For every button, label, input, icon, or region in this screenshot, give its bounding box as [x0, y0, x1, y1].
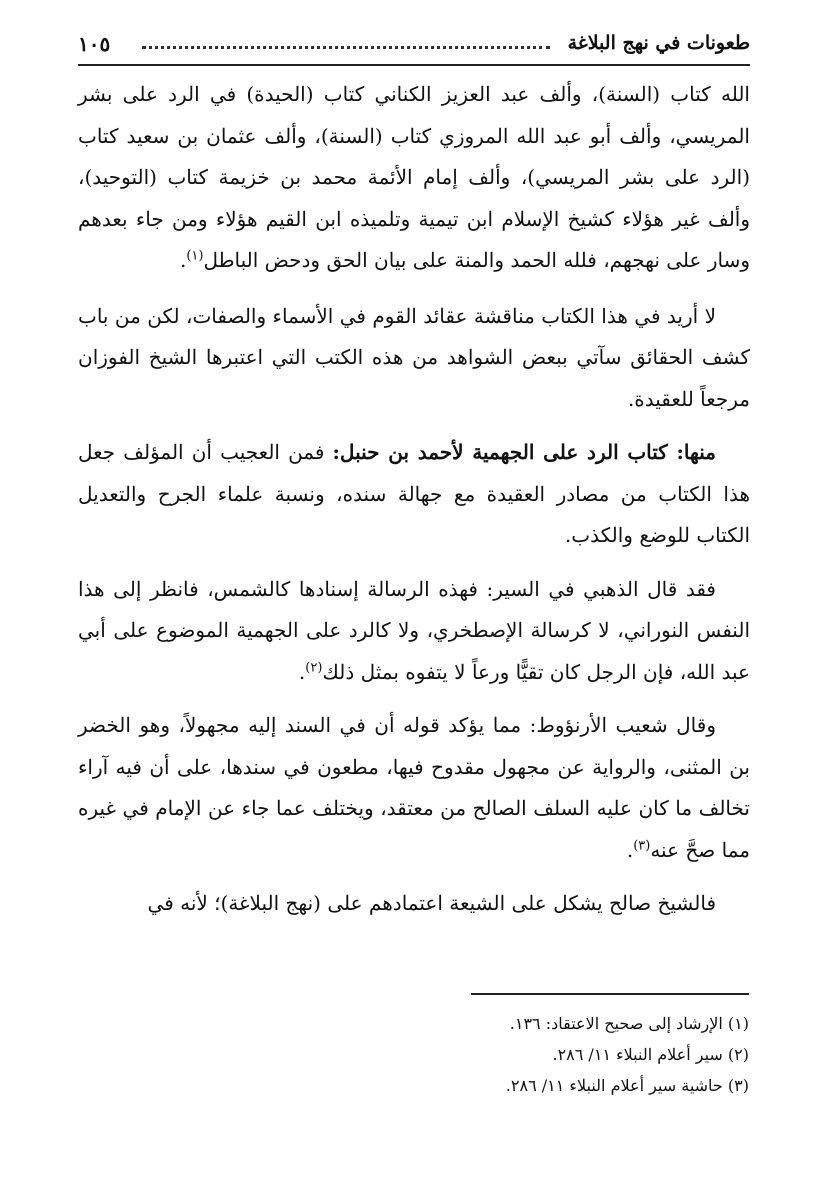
paragraph-3	[78, 432, 750, 557]
paragraph-2	[78, 296, 750, 421]
paragraph-5-end: .	[626, 837, 634, 862]
paragraph-6	[78, 883, 750, 925]
header-dot-leader	[142, 46, 550, 49]
footnote-separator	[471, 993, 749, 995]
page-number: ١٠٥	[78, 32, 111, 56]
paragraph-2-text: لا أريد في هذا الكتاب مناقشة عقائد القوم في الأسماء والصفات، لكن من باب كشف الحقائق سآتي ببعض الشواهد من هذه الكتب التي اعتبرها الشيخ الفوزان مرجعاً للعقيدة.	[78, 303, 750, 411]
paragraph-5-text: وقال شعيب الأرنؤوط: مما يؤكد قوله أن في السند إليه مجهولاً، وهو الخضر بن المثنى، والرواية عن مجهول مقدوح فيها، مطعون في سندها، على أن فيه آراء تخالف ما كان عليه السلف الصالح من معتقد، ويختلف عما جاء عن الإمام في غيره مما صحَّ عنه	[78, 713, 750, 862]
running-title: طعونات في نهج البلاغة	[567, 32, 750, 54]
footnotes	[77, 1008, 749, 1101]
main-text	[78, 74, 750, 937]
footnote-1: (١) الإرشاد إلى صحيح الاعتقاد: ١٣٦.	[509, 1014, 749, 1033]
footnote-ref-3: (٣)	[633, 837, 651, 853]
paragraph-4-text: فقد قال الذهبي في السير: فهذه الرسالة إسنادها كالشمس، فانظر إلى هذا النفس النوراني، لا كرسالة الإصطخري، ولا كالرد على الجهمية الموضوع على أبي عبد الله، فإن الرجل كان تقيًّا ورعاً لا يتفوه بمثل ذلك	[78, 576, 750, 684]
paragraph-6-text: فالشيخ صالح يشكل على الشيعة اعتمادهم على (نهج البلاغة)؛ لأنه في	[147, 891, 716, 915]
footnote-2: (٢) سير أعلام النبلاء ١١/ ٢٨٦.	[552, 1045, 749, 1064]
paragraph-3-lead: منها: كتاب الرد على الجهمية لأحمد بن حنبل:	[332, 440, 716, 464]
footnote-3: (٣) حاشية سير أعلام النبلاء ١١/ ٢٨٦.	[505, 1076, 749, 1095]
paragraph-1	[78, 74, 750, 282]
footnote-ref-2: (٢)	[305, 659, 323, 675]
paragraph-3-text: فمن العجيب أن المؤلف جعل هذا الكتاب من مصادر العقيدة مع جهالة سنده، ونسبة علماء الجرح والتعديل الكتاب للوضع والكذب.	[78, 440, 750, 547]
footnote-ref-1: (١)	[186, 248, 204, 264]
paragraph-4-end: .	[298, 659, 306, 684]
page-header	[78, 30, 750, 66]
paragraph-1-text: الله كتاب (السنة)، وألف عبد العزيز الكناني كتاب (الحيدة) في الرد على بشر المريسي، وألف أبو عبد الله المروزي كتاب (السنة)، وألف عثمان بن سعيد كتاب (الرد على بشر المريسي)، وألف إمام الأئمة محمد بن خزيمة كتاب (التوحيد)، وألف غير هؤلاء كشيخ الإسلام ابن تيمية وتلميذه ابن القيم هؤلاء ومن جاء بعدهم وسار على نهجهم، فلله الحمد والمنة على بيان الحق ودحض الباطل	[78, 82, 750, 272]
paragraph-1-end: .	[179, 248, 187, 272]
paragraph-5	[78, 705, 750, 871]
paragraph-4	[78, 569, 750, 694]
